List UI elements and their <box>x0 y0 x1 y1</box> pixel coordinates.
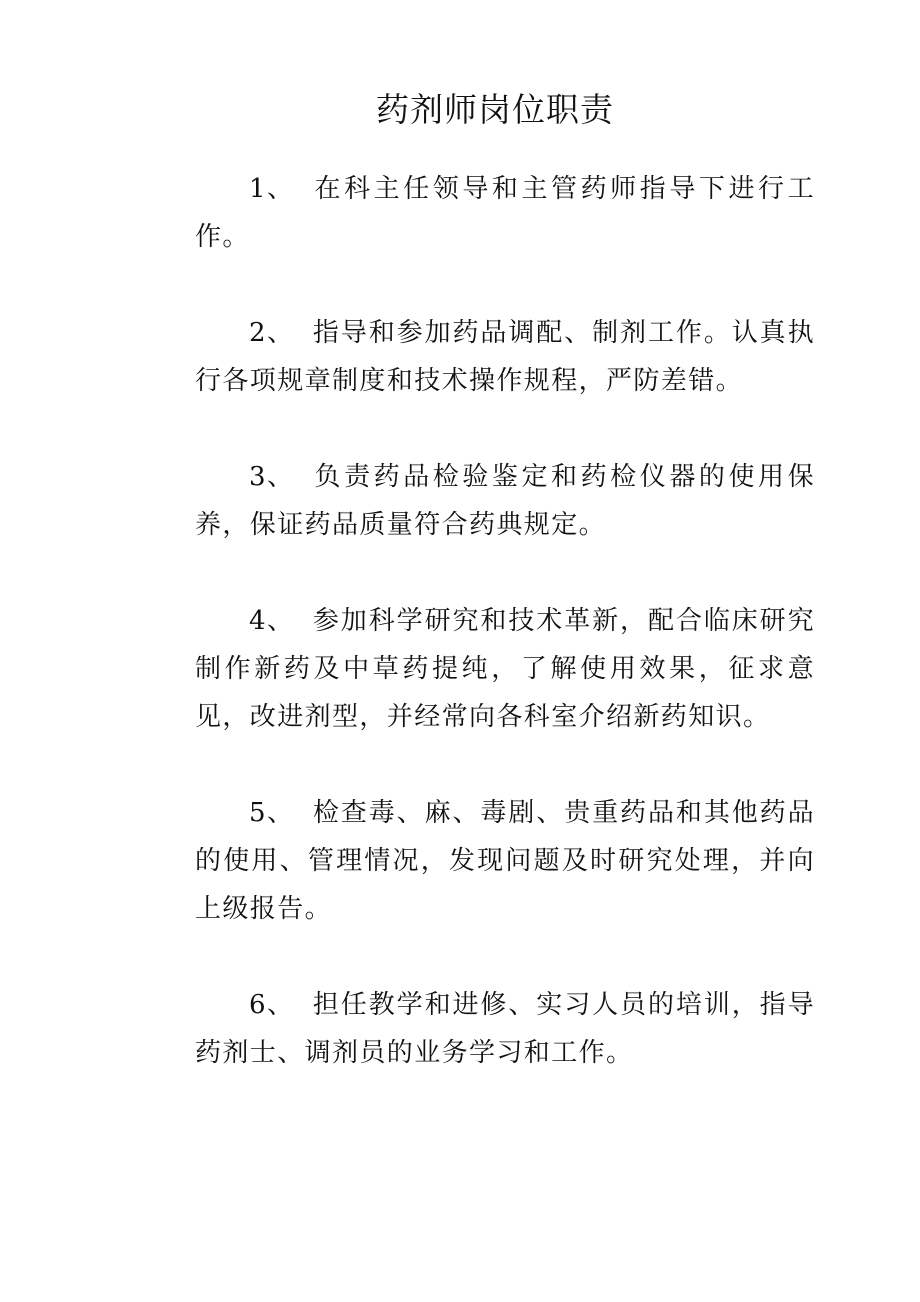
list-item <box>195 597 815 741</box>
item-number: 3、 <box>249 462 295 492</box>
list-item <box>195 165 815 261</box>
item-number: 5、 <box>249 798 295 828</box>
item-text: 指导和参加药品调配、制剂工作。认真执行各项规章制度和技术操作规程，严防差错。 <box>195 318 815 396</box>
item-text: 担任教学和进修、实习人员的培训，指导药剂士、调剂员的业务学习和工作。 <box>195 990 815 1068</box>
duty-list <box>195 165 815 1125</box>
item-number: 1、 <box>249 174 295 204</box>
item-text: 在科主任领导和主管药师指导下进行工作。 <box>195 174 815 252</box>
item-number: 6、 <box>249 990 295 1020</box>
item-text: 参加科学研究和技术革新，配合临床研究制作新药及中草药提纯，了解使用效果，征求意见，改进剂型，并经常向各科室介绍新药知识。 <box>195 606 815 732</box>
list-item <box>195 309 815 405</box>
page-title: 药剂师岗位职责 <box>376 90 614 129</box>
item-text: 检查毒、麻、毒剧、贵重药品和其他药品的使用、管理情况，发现问题及时研究处理，并向上级报告。 <box>195 798 815 924</box>
list-item <box>195 453 815 549</box>
item-number: 4、 <box>249 606 295 636</box>
item-text: 负责药品检验鉴定和药检仪器的使用保养，保证药品质量符合药典规定。 <box>195 462 815 540</box>
list-item <box>195 789 815 933</box>
item-number: 2、 <box>249 318 295 348</box>
list-item <box>195 981 815 1077</box>
